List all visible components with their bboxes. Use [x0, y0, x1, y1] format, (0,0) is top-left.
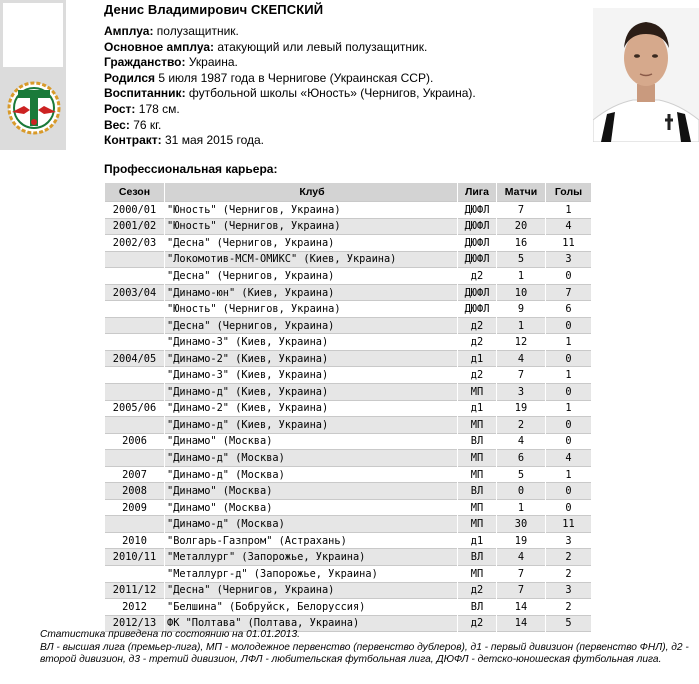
table-row	[105, 499, 592, 516]
cell-goals: 2	[546, 599, 592, 616]
cell-league: ВЛ	[458, 599, 497, 616]
cell-matches: 19	[497, 400, 546, 417]
cell-season	[105, 317, 165, 334]
cell-season	[105, 450, 165, 467]
cell-league: д2	[458, 615, 497, 632]
cell-season: 2008	[105, 483, 165, 500]
cell-goals: 2	[546, 549, 592, 566]
info-value: 76 кг.	[129, 117, 162, 132]
cell-club: "Динамо-д" (Москва)	[165, 516, 458, 533]
table-header-row	[105, 183, 592, 202]
info-value: атакующий или левый полузащитник.	[214, 39, 428, 54]
info-label: Основное амплуа:	[104, 39, 214, 54]
table-row	[105, 483, 592, 500]
info-row-academy	[104, 86, 476, 102]
cell-goals: 6	[546, 301, 592, 318]
cell-season: 2012	[105, 599, 165, 616]
table-row	[105, 516, 592, 533]
cell-matches: 1	[497, 268, 546, 285]
cell-matches: 20	[497, 218, 546, 235]
cell-season	[105, 301, 165, 318]
cell-goals: 0	[546, 483, 592, 500]
cell-goals: 11	[546, 235, 592, 252]
info-row-citizenship	[104, 55, 476, 71]
table-row	[105, 549, 592, 566]
table-row	[105, 599, 592, 616]
cell-goals: 0	[546, 417, 592, 434]
cell-goals: 3	[546, 532, 592, 549]
cell-matches: 4	[497, 350, 546, 367]
cell-club: "Десна" (Чернигов, Украина)	[165, 235, 458, 252]
table-row	[105, 367, 592, 384]
info-label: Вес:	[104, 117, 130, 132]
cell-league: МП	[458, 450, 497, 467]
info-row-height	[104, 102, 476, 118]
cell-league: ВЛ	[458, 433, 497, 450]
cell-club: "Динамо-д" (Киев, Украина)	[165, 384, 458, 401]
cell-season	[105, 384, 165, 401]
cell-club: "Динамо-3" (Киев, Украина)	[165, 334, 458, 351]
cell-matches: 9	[497, 301, 546, 318]
cell-season: 2002/03	[105, 235, 165, 252]
cell-club: "Динамо" (Москва)	[165, 433, 458, 450]
cell-club: ФК "Полтава" (Полтава, Украина)	[165, 615, 458, 632]
cell-season: 2007	[105, 466, 165, 483]
table-row	[105, 284, 592, 301]
info-row-contract	[104, 133, 476, 149]
cell-league: ДЮФЛ	[458, 202, 497, 219]
cell-matches: 4	[497, 433, 546, 450]
cell-club: "Динамо-д" (Киев, Украина)	[165, 417, 458, 434]
cell-goals: 5	[546, 615, 592, 632]
cell-matches: 19	[497, 532, 546, 549]
cell-league: ВЛ	[458, 483, 497, 500]
info-label: Родился	[104, 70, 156, 85]
cell-season	[105, 367, 165, 384]
cell-matches: 10	[497, 284, 546, 301]
notes-legend: ВЛ - высшая лига (премьер-лига), МП - молодежное первенство (первенство дублеров), д1 - первый дивизион (первенство ФНЛ), д2 - второй дивизион, д3 - третий дивизион, ЛФЛ - любительская футбольная лига, ДЮФЛ - детско-юношеская футбольная лига.	[40, 641, 689, 665]
cell-season: 2010	[105, 532, 165, 549]
cell-goals: 0	[546, 317, 592, 334]
cell-matches: 4	[497, 549, 546, 566]
cell-matches: 30	[497, 516, 546, 533]
cell-club: "Десна" (Чернигов, Украина)	[165, 268, 458, 285]
cell-goals: 1	[546, 202, 592, 219]
info-row-born	[104, 71, 476, 87]
cell-league: д2	[458, 317, 497, 334]
cell-matches: 3	[497, 384, 546, 401]
table-row	[105, 384, 592, 401]
cell-goals: 1	[546, 400, 592, 417]
cell-season	[105, 251, 165, 268]
cell-league: ДЮФЛ	[458, 284, 497, 301]
table-row	[105, 235, 592, 252]
cell-goals: 4	[546, 218, 592, 235]
table-row	[105, 466, 592, 483]
info-value: футбольной школы «Юность» (Чернигов, Украина).	[185, 86, 476, 101]
cell-league: ВЛ	[458, 549, 497, 566]
cell-season: 2012/13	[105, 615, 165, 632]
cell-season: 2001/02	[105, 218, 165, 235]
cell-goals: 1	[546, 466, 592, 483]
header-league: Лига	[458, 183, 497, 202]
table-row	[105, 251, 592, 268]
cell-league: д2	[458, 582, 497, 599]
table-row	[105, 433, 592, 450]
cell-matches: 7	[497, 202, 546, 219]
cell-club: "Десна" (Чернигов, Украина)	[165, 317, 458, 334]
cell-club: "Металлург-д" (Запорожье, Украина)	[165, 566, 458, 583]
stats-notes	[40, 629, 690, 667]
cell-goals: 7	[546, 284, 592, 301]
cell-goals: 4	[546, 450, 592, 467]
cell-club: "Десна" (Чернигов, Украина)	[165, 582, 458, 599]
cell-season	[105, 268, 165, 285]
table-row	[105, 268, 592, 285]
player-info	[104, 24, 476, 149]
cell-club: "Белшина" (Бобруйск, Белоруссия)	[165, 599, 458, 616]
cell-league: д2	[458, 367, 497, 384]
cell-matches: 12	[497, 334, 546, 351]
cell-matches: 0	[497, 483, 546, 500]
info-label: Гражданство:	[104, 55, 186, 70]
table-row	[105, 450, 592, 467]
info-value: 178 см.	[135, 101, 180, 116]
cell-club: "Локомотив-МСМ-ОМИКС" (Киев, Украина)	[165, 251, 458, 268]
cell-club: "Металлург" (Запорожье, Украина)	[165, 549, 458, 566]
player-photo	[593, 8, 699, 142]
info-row-weight	[104, 118, 476, 134]
cell-season: 2010/11	[105, 549, 165, 566]
header-club: Клуб	[165, 183, 458, 202]
cell-season	[105, 417, 165, 434]
cell-goals: 3	[546, 251, 592, 268]
cell-matches: 7	[497, 367, 546, 384]
cell-league: ДЮФЛ	[458, 235, 497, 252]
info-row-main-role	[104, 40, 476, 56]
cell-league: МП	[458, 516, 497, 533]
cell-league: д2	[458, 334, 497, 351]
table-row	[105, 317, 592, 334]
cell-goals: 0	[546, 268, 592, 285]
cell-club: "Юность" (Чернигов, Украина)	[165, 218, 458, 235]
cell-matches: 7	[497, 582, 546, 599]
table-row	[105, 582, 592, 599]
info-value: полузащитник.	[153, 24, 239, 38]
info-label: Рост:	[104, 101, 136, 116]
info-label: Амплуа:	[104, 24, 154, 38]
cell-goals: 0	[546, 433, 592, 450]
cell-season: 2011/12	[105, 582, 165, 599]
career-title: Профессиональная карьера:	[104, 162, 278, 176]
table-row	[105, 417, 592, 434]
info-label: Воспитанник:	[104, 86, 186, 101]
header-matches: Матчи	[497, 183, 546, 202]
cell-club: "Динамо-д" (Москва)	[165, 466, 458, 483]
cell-league: МП	[458, 566, 497, 583]
table-row	[105, 400, 592, 417]
table-row	[105, 202, 592, 219]
cell-league: МП	[458, 384, 497, 401]
cell-club: "Динамо-2" (Киев, Украина)	[165, 400, 458, 417]
player-name: Денис Владимирович СКЕПСКИЙ	[104, 2, 324, 17]
cell-matches: 7	[497, 566, 546, 583]
cell-matches: 16	[497, 235, 546, 252]
cell-league: МП	[458, 499, 497, 516]
cell-club: "Юность" (Чернигов, Украина)	[165, 301, 458, 318]
cell-club: "Динамо-юн" (Киев, Украина)	[165, 284, 458, 301]
table-row	[105, 334, 592, 351]
cell-club: "Динамо" (Москва)	[165, 499, 458, 516]
info-label: Контракт:	[104, 133, 162, 148]
cell-season: 2006	[105, 433, 165, 450]
career-table	[104, 183, 591, 632]
cell-goals: 0	[546, 499, 592, 516]
cell-season: 2003/04	[105, 284, 165, 301]
cell-league: МП	[458, 466, 497, 483]
table-row	[105, 218, 592, 235]
cell-season	[105, 516, 165, 533]
cell-matches: 14	[497, 599, 546, 616]
cell-season: 2004/05	[105, 350, 165, 367]
cell-goals: 0	[546, 384, 592, 401]
cell-goals: 1	[546, 334, 592, 351]
cell-matches: 6	[497, 450, 546, 467]
cell-goals: 2	[546, 566, 592, 583]
cell-goals: 1	[546, 367, 592, 384]
cell-matches: 5	[497, 466, 546, 483]
cell-season	[105, 566, 165, 583]
cell-league: д1	[458, 350, 497, 367]
cell-season: 2000/01	[105, 202, 165, 219]
blank-panel	[3, 3, 63, 67]
cell-club: "Динамо-3" (Киев, Украина)	[165, 367, 458, 384]
header-goals: Голы	[546, 183, 592, 202]
cell-club: "Юность" (Чернигов, Украина)	[165, 202, 458, 219]
info-value: 5 июля 1987 года в Чернигове (Украинская ССР).	[155, 70, 434, 85]
info-row-role	[104, 24, 476, 40]
cell-league: д2	[458, 268, 497, 285]
cell-club: "Динамо" (Москва)	[165, 483, 458, 500]
cell-goals: 3	[546, 582, 592, 599]
cell-league: ДЮФЛ	[458, 218, 497, 235]
cell-club: "Динамо-2" (Киев, Украина)	[165, 350, 458, 367]
table-row	[105, 301, 592, 318]
cell-league: ДЮФЛ	[458, 251, 497, 268]
cell-season: 2005/06	[105, 400, 165, 417]
cell-league: д1	[458, 532, 497, 549]
cell-season: 2009	[105, 499, 165, 516]
cell-league: МП	[458, 417, 497, 434]
cell-matches: 2	[497, 417, 546, 434]
cell-matches: 1	[497, 317, 546, 334]
header-season: Сезон	[105, 183, 165, 202]
table-row	[105, 566, 592, 583]
cell-goals: 0	[546, 350, 592, 367]
table-row	[105, 532, 592, 549]
cell-league: д1	[458, 400, 497, 417]
cell-matches: 5	[497, 251, 546, 268]
cell-matches: 1	[497, 499, 546, 516]
club-logo-icon	[6, 78, 62, 138]
cell-goals: 11	[546, 516, 592, 533]
cell-league: ДЮФЛ	[458, 301, 497, 318]
left-sidebar	[0, 0, 66, 150]
info-value: 31 мая 2015 года.	[161, 133, 265, 148]
info-value: Украина.	[185, 55, 238, 70]
career-rows	[105, 202, 592, 632]
cell-season	[105, 334, 165, 351]
cell-matches: 14	[497, 615, 546, 632]
cell-club: "Волгарь-Газпром" (Астрахань)	[165, 532, 458, 549]
notes-date: Статистика приведена по состоянию на 01.01.2013.	[40, 629, 300, 640]
table-row	[105, 350, 592, 367]
cell-club: "Динамо-д" (Москва)	[165, 450, 458, 467]
